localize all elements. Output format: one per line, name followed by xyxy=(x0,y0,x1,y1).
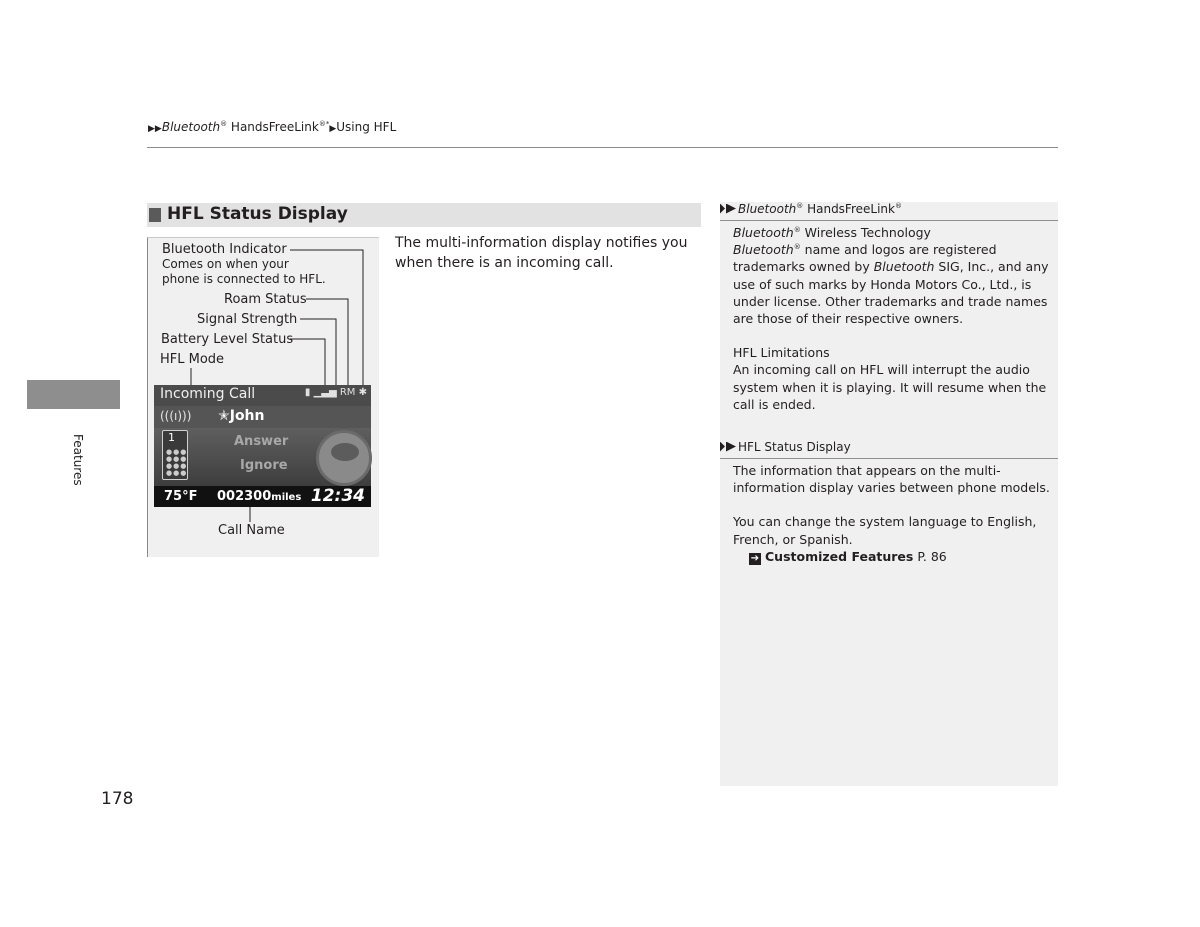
caller-name: ✭John xyxy=(218,408,265,424)
answer-option: Answer xyxy=(234,434,289,449)
contact-star-icon: ✭ xyxy=(218,408,230,424)
outside-temperature: 75°F xyxy=(164,489,198,504)
note-limitations-text: An incoming call on HFL will interrupt the audio system when it is playing. It will resume when the call is ended. xyxy=(733,362,1047,412)
note-body-status-display xyxy=(733,462,1051,565)
display-status-bar xyxy=(154,385,371,406)
note-limitations-title: HFL Limitations xyxy=(733,345,830,361)
note-heading-status-display: HFL Status Display xyxy=(720,440,1058,459)
cross-reference[interactable] xyxy=(733,548,1051,565)
line-roam-status xyxy=(306,299,348,388)
note-trademark: Bluetooth® name and logos are registered trademarks owned by Bluetooth SIG, Inc., and any use of such marks by Honda Motors Co., Ltd., is under license. Other trademarks and trade names are those of their respective owners. xyxy=(733,242,1049,327)
phone-number: 1 xyxy=(168,431,175,444)
label-call-name: Call Name xyxy=(218,523,285,538)
page-number: 178 xyxy=(101,789,134,809)
chapter-label: Features xyxy=(71,434,86,486)
label-bluetooth-indicator: Bluetooth Indicator xyxy=(162,242,287,257)
caller-row xyxy=(154,406,371,428)
reference-link[interactable]: Customized Features xyxy=(765,548,914,564)
note-status-text-1: The information that appears on the multi-information display varies between phone models. xyxy=(733,463,1050,496)
note-body-bluetooth xyxy=(733,224,1051,413)
line-battery-level xyxy=(290,339,325,388)
breadcrumb-handsfreelink[interactable]: HandsFreeLink xyxy=(227,120,319,134)
steering-wheel-icon xyxy=(316,430,372,486)
breadcrumb-arrow-icon: ▶ xyxy=(329,124,337,134)
note-wireless-tech: Bluetooth® Wireless Technology xyxy=(733,225,931,240)
note-status-text-2: You can change the system language to English, French, or Spanish. xyxy=(733,514,1037,547)
breadcrumb: ▶▶Bluetooth® HandsFreeLink®*▶Using HFL xyxy=(148,120,397,134)
ringing-icon: (((ı))) xyxy=(160,409,192,423)
label-hfl-mode: HFL Mode xyxy=(160,352,225,367)
label-signal-strength: Signal Strength xyxy=(197,312,298,327)
section-title: HFL Status Display xyxy=(167,204,348,224)
label-bluetooth-indicator-desc-2: phone is connected to HFL. xyxy=(162,272,326,286)
keypad-icon: ●●● ●●● ●●● ●●● xyxy=(166,448,188,477)
ignore-option: Ignore xyxy=(240,458,288,473)
clock: 12:34 xyxy=(310,486,365,506)
label-roam-status: Roam Status xyxy=(224,292,307,307)
status-icons: ▮ ▁▃▅ RM ✱ xyxy=(304,387,367,398)
multi-information-display xyxy=(154,385,371,507)
odometer: 002300miles xyxy=(217,489,302,504)
reference-arrow-icon: ➔ xyxy=(750,552,760,564)
reference-page: P. 86 xyxy=(913,548,947,564)
label-bluetooth-indicator-desc-1: Comes on when your xyxy=(162,257,289,271)
display-body xyxy=(154,406,371,486)
display-mode: Incoming Call xyxy=(160,386,256,402)
phone-icon xyxy=(162,430,188,480)
breadcrumb-using-hfl[interactable]: Using HFL xyxy=(336,120,397,134)
note-heading-bluetooth: Bluetooth® HandsFreeLink® xyxy=(720,202,1058,221)
breadcrumb-arrow-icon: ▶▶ xyxy=(148,124,162,134)
notes-column xyxy=(720,202,1058,786)
breadcrumb-bluetooth[interactable]: Bluetooth xyxy=(161,120,221,134)
line-signal-strength xyxy=(300,319,336,388)
intro-text: The multi-information display notifies you when there is an incoming call. xyxy=(395,235,688,271)
label-battery-level-status: Battery Level Status xyxy=(161,332,294,347)
display-footer xyxy=(154,486,371,507)
